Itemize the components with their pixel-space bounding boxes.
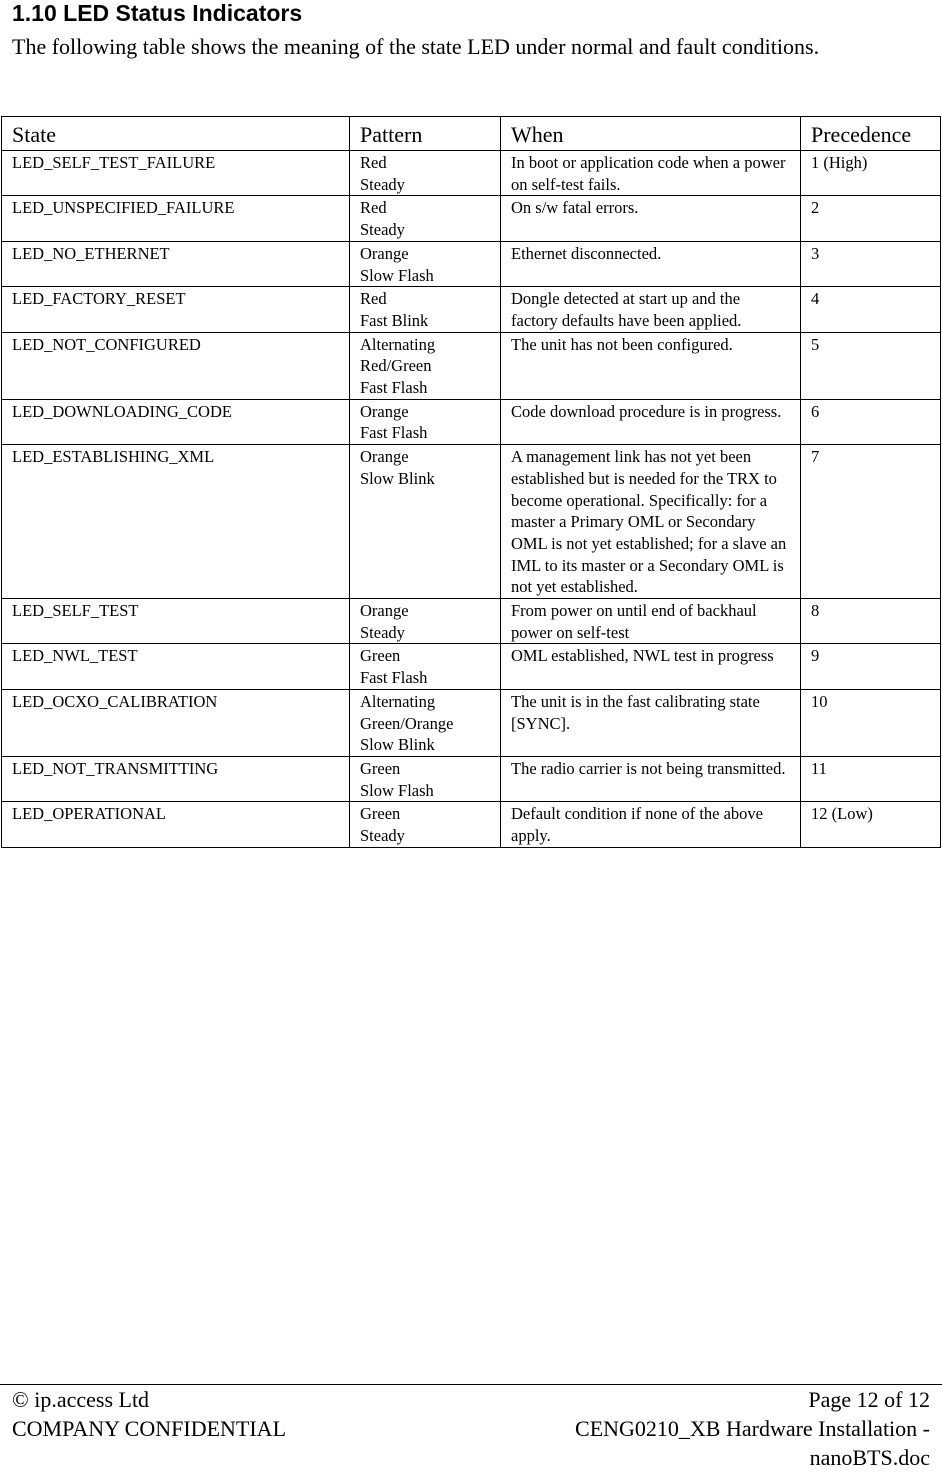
pattern-line: Fast Flash bbox=[360, 423, 428, 443]
pattern-line: Green/Orange bbox=[360, 713, 454, 733]
pattern-line: Steady bbox=[360, 622, 405, 642]
pattern-cell bbox=[350, 287, 501, 332]
pattern-line: Red bbox=[360, 153, 387, 172]
state-cell: LED_FACTORY_RESET bbox=[2, 287, 350, 332]
when-cell: On s/w fatal errors. bbox=[501, 196, 801, 241]
pattern-line: Steady bbox=[360, 826, 405, 846]
pattern-cell bbox=[350, 196, 501, 241]
pattern-line: Slow Blink bbox=[360, 468, 435, 488]
table-row bbox=[2, 644, 941, 689]
pattern-line: Slow Flash bbox=[360, 780, 434, 800]
state-cell: LED_SELF_TEST bbox=[2, 599, 350, 644]
precedence-cell: 3 bbox=[801, 241, 941, 286]
table-row bbox=[2, 756, 941, 801]
pattern-line: Fast Flash bbox=[360, 378, 428, 398]
table-row bbox=[2, 445, 941, 599]
pattern-cell bbox=[350, 802, 501, 847]
pattern-cell bbox=[350, 332, 501, 399]
table-row bbox=[2, 287, 941, 332]
pattern-line: Green bbox=[360, 804, 401, 824]
pattern-line: Orange bbox=[360, 401, 409, 421]
table-row bbox=[2, 332, 941, 399]
state-cell: LED_NO_ETHERNET bbox=[2, 241, 350, 286]
header-precedence: Precedence bbox=[801, 117, 941, 151]
state-cell: LED_NOT_CONFIGURED bbox=[2, 332, 350, 399]
state-cell: LED_ESTABLISHING_XML bbox=[2, 445, 350, 599]
footer-document-title: CENG0210_XB Hardware Installation - bbox=[575, 1416, 930, 1441]
pattern-line: Orange bbox=[360, 447, 409, 467]
table-row bbox=[2, 196, 941, 241]
pattern-line: Red bbox=[360, 289, 387, 309]
pattern-cell bbox=[350, 644, 501, 689]
intro-paragraph: The following table shows the meaning of the state LED under normal and fault conditions. bbox=[12, 34, 820, 59]
pattern-cell bbox=[350, 599, 501, 644]
table-row bbox=[2, 599, 941, 644]
when-cell: In boot or application code when a power on self-test fails. bbox=[501, 151, 801, 196]
pattern-cell bbox=[350, 399, 501, 444]
table-body bbox=[2, 151, 941, 848]
state-cell: LED_DOWNLOADING_CODE bbox=[2, 399, 350, 444]
table-row bbox=[2, 151, 941, 196]
table-row bbox=[2, 689, 941, 756]
pattern-cell bbox=[350, 445, 501, 599]
section-heading: 1.10 LED Status Indicators bbox=[12, 0, 303, 26]
precedence-cell: 4 bbox=[801, 287, 941, 332]
precedence-cell: 6 bbox=[801, 399, 941, 444]
pattern-cell bbox=[350, 689, 501, 756]
pattern-line: Fast Flash bbox=[360, 668, 428, 688]
pattern-line: Red bbox=[360, 198, 387, 218]
when-cell: From power on until end of backhaul power on self-test bbox=[501, 599, 801, 644]
pattern-line: Slow Blink bbox=[360, 735, 435, 755]
pattern-line: Steady bbox=[360, 174, 405, 194]
precedence-cell: 2 bbox=[801, 196, 941, 241]
state-cell: LED_SELF_TEST_FAILURE bbox=[2, 151, 350, 196]
when-cell: A management link has not yet been established but is needed for the TRX to become operational. Specifically: for a master a Primary OML or Secondary OML is not yet established; for a slave an IML to its master or a Secondary OML is not yet established. bbox=[501, 445, 801, 599]
footer-copyright: © ip.access Ltd bbox=[12, 1387, 150, 1412]
precedence-cell: 12 (Low) bbox=[801, 802, 941, 847]
precedence-cell: 10 bbox=[801, 689, 941, 756]
pattern-line: Steady bbox=[360, 220, 405, 240]
header-when: When bbox=[501, 117, 801, 151]
when-cell: Default condition if none of the above apply. bbox=[501, 802, 801, 847]
pattern-line: Alternating bbox=[360, 334, 436, 354]
pattern-cell bbox=[350, 756, 501, 801]
table-row bbox=[2, 399, 941, 444]
header-state: State bbox=[2, 117, 350, 151]
precedence-cell: 11 bbox=[801, 756, 941, 801]
when-cell: OML established, NWL test in progress bbox=[501, 644, 801, 689]
table-row bbox=[2, 802, 941, 847]
pattern-line: Red/Green bbox=[360, 356, 432, 376]
header-pattern: Pattern bbox=[350, 117, 501, 151]
pattern-line: Green bbox=[360, 758, 401, 778]
when-cell: Ethernet disconnected. bbox=[501, 241, 801, 286]
footer-page-number: Page 12 of 12 bbox=[808, 1387, 930, 1412]
pattern-line: Orange bbox=[360, 601, 409, 621]
when-cell: The radio carrier is not being transmitted. bbox=[501, 756, 801, 801]
table-row bbox=[2, 241, 941, 286]
pattern-cell bbox=[350, 241, 501, 286]
pattern-line: Alternating bbox=[360, 691, 436, 711]
pattern-line: Green bbox=[360, 646, 401, 666]
footer-document-file: nanoBTS.doc bbox=[809, 1445, 930, 1470]
state-cell: LED_OPERATIONAL bbox=[2, 802, 350, 847]
pattern-cell bbox=[350, 151, 501, 196]
when-cell: Code download procedure is in progress. bbox=[501, 399, 801, 444]
led-status-table bbox=[1, 116, 941, 848]
precedence-cell: 1 (High) bbox=[801, 151, 941, 196]
when-cell: The unit is in the fast calibrating state [SYNC]. bbox=[501, 689, 801, 756]
pattern-line: Orange bbox=[360, 243, 409, 263]
pattern-line: Slow Flash bbox=[360, 265, 434, 285]
pattern-line: Fast Blink bbox=[360, 310, 429, 330]
state-cell: LED_NOT_TRANSMITTING bbox=[2, 756, 350, 801]
precedence-cell: 8 bbox=[801, 599, 941, 644]
state-cell: LED_OCXO_CALIBRATION bbox=[2, 689, 350, 756]
when-cell: Dongle detected at start up and the factory defaults have been applied. bbox=[501, 287, 801, 332]
footer-confidential: COMPANY CONFIDENTIAL bbox=[12, 1416, 287, 1441]
table-header-row bbox=[2, 117, 941, 151]
when-cell: The unit has not been configured. bbox=[501, 332, 801, 399]
precedence-cell: 9 bbox=[801, 644, 941, 689]
state-cell: LED_UNSPECIFIED_FAILURE bbox=[2, 196, 350, 241]
precedence-cell: 7 bbox=[801, 445, 941, 599]
state-cell: LED_NWL_TEST bbox=[2, 644, 350, 689]
precedence-cell: 5 bbox=[801, 332, 941, 399]
